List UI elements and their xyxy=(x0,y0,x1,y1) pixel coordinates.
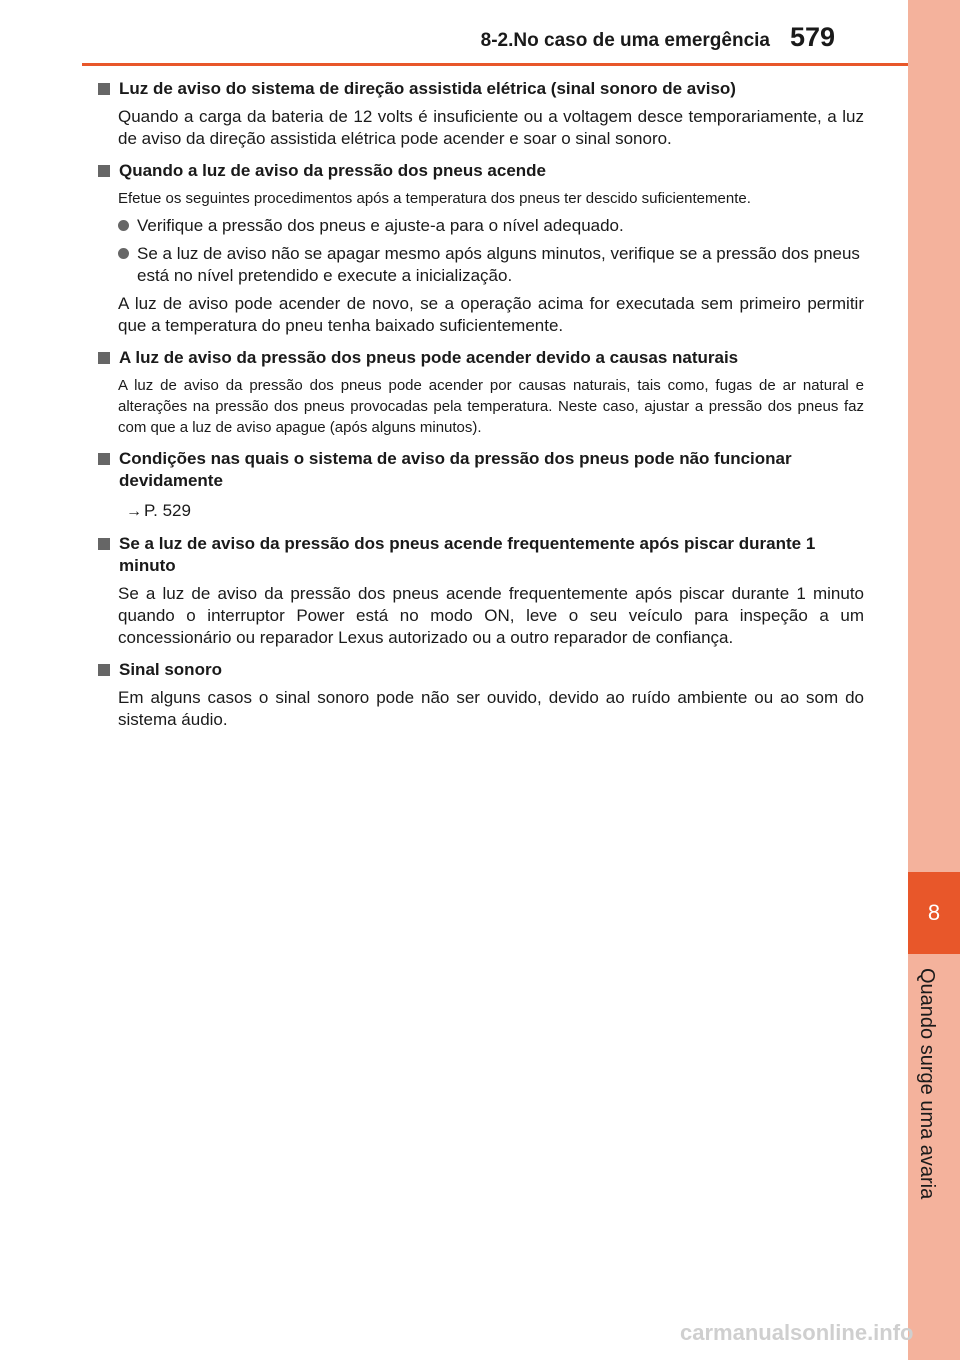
arrow-right-icon: → xyxy=(126,503,142,520)
watermark: carmanualsonline.info xyxy=(680,1320,914,1345)
list-item-text: Se a luz de aviso não se apagar mesmo após alguns minutos, verifique se a pressão dos pneus está no nível pretendido e execute a inicialização. xyxy=(137,244,860,285)
header-rule xyxy=(82,63,908,66)
section-natural-causes xyxy=(96,347,864,438)
paragraph: Em alguns casos o sinal sonoro pode não ser ouvido, devido ao ruído ambiente ou ao som do sistema áudio. xyxy=(118,688,864,729)
list-item xyxy=(96,215,864,237)
round-bullet-icon xyxy=(118,220,129,231)
section-heading xyxy=(96,448,864,492)
paragraph: Quando a carga da bateria de 12 volts é insuficiente ou a voltagem desce temporariamente, a luz de aviso da direção assistida elétrica pode acender e soar o sinal sonoro. xyxy=(118,107,864,148)
section-frequent-light xyxy=(96,533,864,649)
heading-text: A luz de aviso da pressão dos pneus pode acender devido a causas naturais xyxy=(119,348,739,367)
paragraph: A luz de aviso da pressão dos pneus pode acender por causas naturais, tais como, fugas de ar natural e alterações na pressão dos pneus provocadas pela temperatura. Neste caso, ajustar a pressão dos pneus faz com que a luz de aviso apague (após alguns minutos). xyxy=(118,377,864,436)
paragraph: Efetue os seguintes procedimentos após a temperatura dos pneus ter descido suficientemente. xyxy=(118,190,751,207)
round-bullet-icon xyxy=(118,248,129,259)
header-section-title: 8-2.No caso de uma emergência xyxy=(480,30,770,51)
section-buzzer xyxy=(96,659,864,731)
section-malfunction-conditions xyxy=(96,448,864,523)
section-tire-pressure-light xyxy=(96,160,864,337)
heading-text: Condições nas quais o sistema de aviso da pressão dos pneus pode não funcionar devidamente xyxy=(119,449,792,490)
list-item-text: Verifique a pressão dos pneus e ajuste-a para o nível adequado. xyxy=(137,216,624,235)
page-number: 579 xyxy=(790,22,836,52)
page-reference[interactable] xyxy=(96,500,864,523)
section-heading xyxy=(96,659,864,681)
section-heading xyxy=(96,160,864,182)
square-bullet-icon xyxy=(98,165,110,177)
chapter-tab[interactable]: 8 xyxy=(908,872,960,954)
square-bullet-icon xyxy=(98,453,110,465)
page-content xyxy=(96,78,864,741)
heading-text: Sinal sonoro xyxy=(119,660,222,679)
square-bullet-icon xyxy=(98,664,110,676)
heading-text: Quando a luz de aviso da pressão dos pneus acende xyxy=(119,161,547,180)
paragraph: A luz de aviso pode acender de novo, se a operação acima for executada sem primeiro permitir que a temperatura do pneu tenha baixado suficientemente. xyxy=(118,294,864,335)
section-power-steering xyxy=(96,78,864,150)
square-bullet-icon xyxy=(98,352,110,364)
section-heading xyxy=(96,78,864,100)
square-bullet-icon xyxy=(98,83,110,95)
section-heading xyxy=(96,533,864,577)
page-reference-text[interactable]: P. 529 xyxy=(144,501,191,520)
square-bullet-icon xyxy=(98,538,110,550)
heading-text: Luz de aviso do sistema de direção assistida elétrica (sinal sonoro de aviso) xyxy=(119,79,736,98)
paragraph: Se a luz de aviso da pressão dos pneus acende frequentemente após piscar durante 1 minuto quando o interruptor Power está no modo ON, leve o seu veículo para inspeção a um concessionário ou reparador Lexus autorizado ou a outro reparador de confiança. xyxy=(118,584,864,647)
chapter-label: Quando surge uma avaria xyxy=(916,968,938,1200)
list-item xyxy=(96,243,864,287)
heading-text: Se a luz de aviso da pressão dos pneus acende frequentemente após piscar durante 1 minuto xyxy=(119,534,816,575)
section-heading xyxy=(96,347,864,369)
